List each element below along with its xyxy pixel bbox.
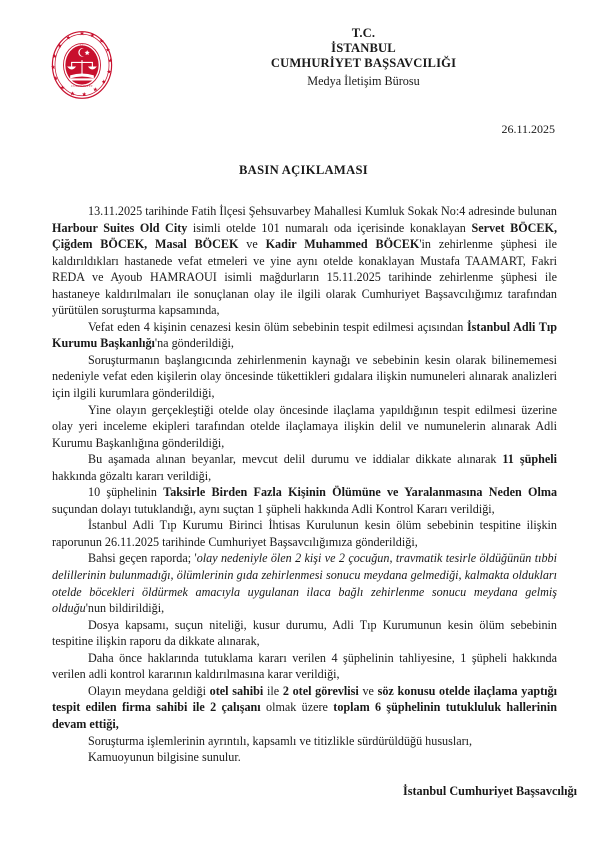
letterhead-line-city: İSTANBUL bbox=[331, 41, 396, 56]
emphasis-bold: 11 şüpheli bbox=[502, 452, 557, 467]
paragraph bbox=[52, 484, 557, 517]
text-run: Yine olayın gerçekleştiği otelde olay öncesinde ilaçlama yapıldığının tespit edilmesi üzerine olay yeri inceleme ekipleri tarafından otelde ilaçlamaya ilişkin delil ve numunelerin alınarak Adli Kurumu Başkanlığına gönderildiği, bbox=[52, 402, 557, 450]
emphasis-bold: İstanbul Adli Tıp Kurumu Başkanlığı bbox=[52, 319, 557, 351]
text-run: ve bbox=[238, 237, 266, 252]
paragraph bbox=[52, 650, 557, 683]
letterhead-line-tc: T.C. bbox=[351, 26, 376, 40]
text-run: Vefat eden 4 kişinin cenazesi kesin ölüm sebebinin tespit edilmesi açısından bbox=[88, 319, 467, 334]
paragraph bbox=[52, 749, 557, 766]
letterhead-subtitle: Medya İletişim Bürosu bbox=[307, 73, 420, 88]
text-run: Soruşturmanın başlangıcında zehirlenmenin kaynağı ve sebebinin kesin olarak bilinememesi nedeniyle vefat eden kişilerin olay öncesinde tükettikleri gıdalara ilişkin numuneleri alınarak analizleri için ilgili kurumlara gönderildiği, bbox=[52, 352, 557, 401]
emphasis-bold: otel sahibi bbox=[209, 683, 264, 698]
paragraph bbox=[52, 517, 557, 550]
document-title: BASIN AÇIKLAMASI bbox=[238, 163, 368, 177]
emphasis-bold: Servet BÖCEK, Çiğdem BÖCEK, Masal BÖCEK bbox=[52, 220, 558, 252]
text-run: 'na gönderildiği, bbox=[154, 336, 234, 351]
paragraph bbox=[52, 683, 557, 733]
document-date: 26.11.2025 bbox=[501, 122, 555, 136]
text-run: Kamuoyunun bilgisine sunulur. bbox=[88, 750, 241, 765]
svg-text:T.C.: T.C. bbox=[79, 42, 85, 47]
text-run: 13.11.2025 tarihinde Fatih İlçesi Şehsuvarbey Mahallesi Kumluk Sokak No:4 adresinde bulunan bbox=[88, 204, 557, 218]
text-run: hakkında gözaltı kararı verildiği, bbox=[52, 468, 212, 483]
emphasis-bold: Harbour Suites Old City bbox=[52, 220, 188, 235]
text-run: Bu aşamada alınan beyanlar, mevcut delil durumu ve iddialar dikkate alınarak bbox=[88, 452, 503, 467]
paragraph bbox=[52, 451, 557, 484]
turkish-ministry-of-justice-seal-icon bbox=[45, 28, 119, 102]
text-run: 10 şüphelinin bbox=[88, 485, 164, 500]
text-run: olmak üzere bbox=[260, 700, 334, 715]
text-run: ile bbox=[263, 683, 283, 698]
paragraph-quoted-report bbox=[52, 550, 557, 616]
text-run: 'nun bildirildiği, bbox=[85, 601, 165, 616]
svg-text:CUMHURİYET: CUMHURİYET bbox=[71, 84, 93, 89]
text-run: İstanbul Adli Tıp Kurumu Birinci İhtisas Kurulunun kesin ölüm sebebinin tespitine ilişkin raporunun 26.11.2025 tarihinde Cumhuriyet Başsavcılığımıza gönderildiği, bbox=[52, 518, 557, 549]
letterhead-line-office: CUMHURİYET BAŞSAVCILIĞI bbox=[270, 56, 457, 71]
text-run: Olayın meydana geldiği bbox=[88, 683, 210, 698]
text-run: isimli otelde 101 numaralı oda içerisinde konaklayan bbox=[187, 220, 472, 235]
emphasis-bold: toplam 6 şüphelinin tutukluluk hallerinin devam ettiği, bbox=[52, 700, 558, 731]
emphasis-bold: söz konusu otelde ilaçlama yaptığı tespit edilen firma sahibi ile 2 çalışanı bbox=[52, 683, 558, 715]
paragraph bbox=[52, 203, 557, 319]
signature-block: İstanbul Cumhuriyet Başsavcılığı bbox=[402, 784, 577, 798]
organization-title-block bbox=[160, 26, 567, 90]
emphasis-bold: Kadir Muhammed BÖCEK bbox=[265, 237, 420, 252]
paragraph bbox=[52, 352, 557, 402]
text-run: ve bbox=[358, 683, 378, 698]
paragraph bbox=[52, 402, 557, 452]
emphasis-bold: Taksirle Birden Fazla Kişinin Ölümüne ve Yaralanmasına Neden Olma bbox=[163, 485, 558, 500]
paragraph bbox=[52, 617, 557, 650]
text-run: 'in zehirlenme şüphesi ile kaldırıldıkları hastanede vefat etmeleri ve yine aynı otelde konaklayan Mustafa TAAMART, Fakri REDA ve Ayoub HAMRAOUI isimli mağdurların 15.11.2025 tarihinde zehirlenme şüphesi ile hastaneye kaldırılmaları ile sonuçlanan olay ile ilgili olarak Cumhuriyet Başsavcılığımız tarafından yürütülen soruşturma kapsamında, bbox=[52, 237, 557, 318]
text-run: Soruşturma işlemlerinin ayrıntılı, kapsamlı ve titizlikle sürdürüldüğü hususları, bbox=[88, 733, 473, 748]
paragraph bbox=[52, 319, 557, 352]
text-run: suçundan dolayı tutuklandığı, aynı suçtan 1 şüpheli hakkında Adli Kontrol Kararı verildiği, bbox=[52, 501, 495, 516]
text-run: Dosya kapsamı, suçun niteliği, kusur durumu, Adli Tıp Kurumunun kesin ölüm sebebinin tespitine ilişkin raporu da dikkate alınarak, bbox=[52, 617, 557, 649]
document-body bbox=[52, 203, 557, 766]
letterhead bbox=[0, 0, 607, 108]
quoted-report-text: olay nedeniyle ölen 2 kişi ve 2 çocuğun, travmatik tesirle öldüğünün tıbbi delillerinin bulunmadığı, ölümlerinin gıda zehirlenmesi sonucu meydana gelmediği, kalmakta oldukları otelde böcekleri öldürmek amacıyla uygulanan ilaca bağlı zehirlenme sonucu meydana gelmiş olduğu bbox=[52, 551, 557, 616]
emphasis-bold: 2 otel görevlisi bbox=[282, 683, 359, 698]
text-run: Bahsi geçen raporda; ' bbox=[88, 551, 197, 566]
paragraph bbox=[52, 733, 557, 750]
text-run: Daha önce haklarında tutuklama kararı verilen 4 şüphelinin tahliyesine, 1 şüpheli hakkında verilen adli kontrol kararının kaldırılmasına karar verildiği, bbox=[52, 650, 557, 682]
